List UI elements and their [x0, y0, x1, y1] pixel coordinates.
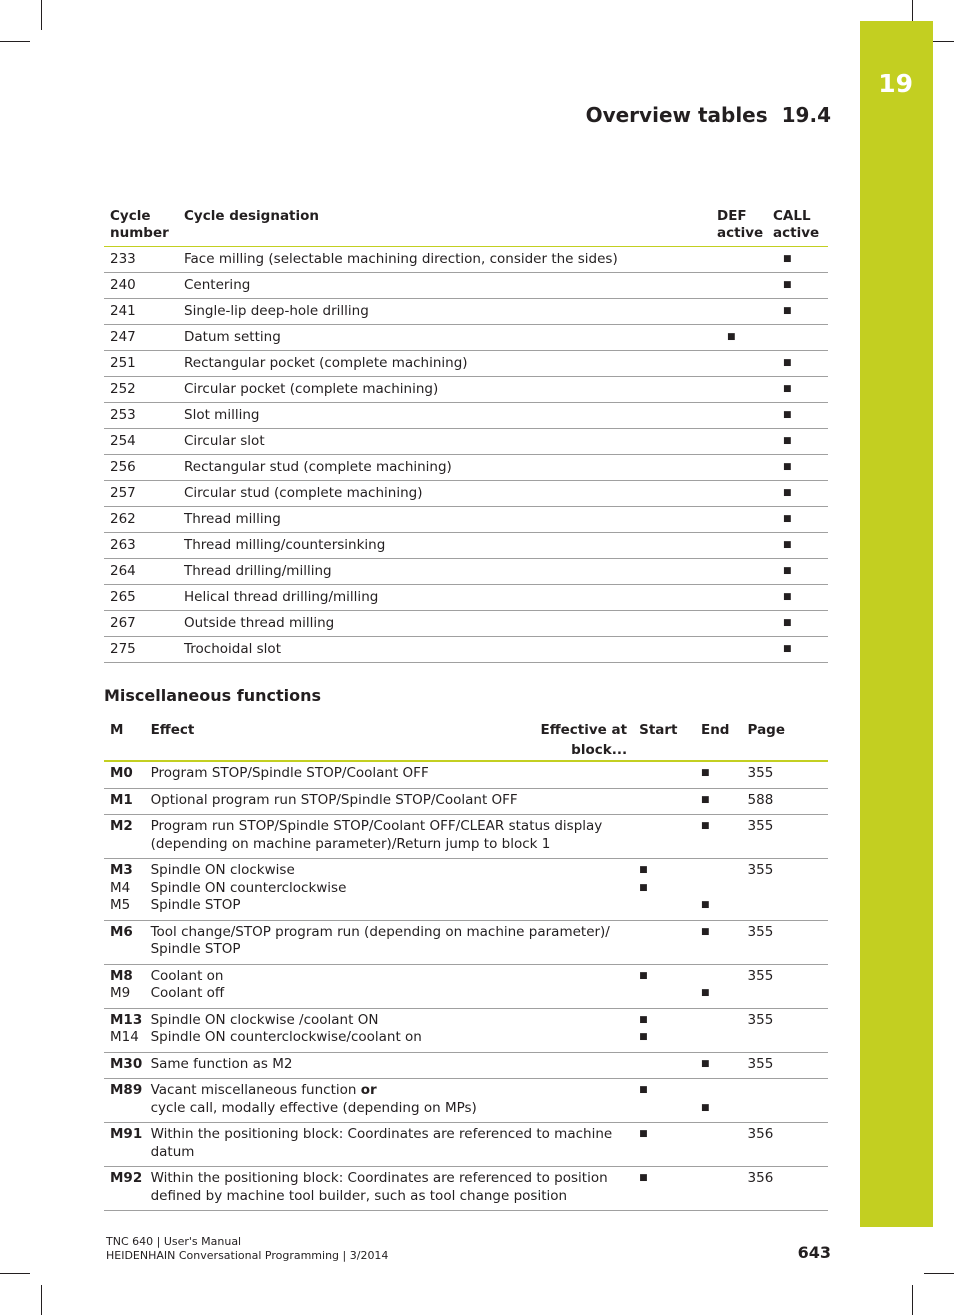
header-effective-at-block: Effective at block... — [513, 720, 632, 761]
cycle-number: 267 — [104, 611, 184, 637]
start-mark — [631, 1052, 701, 1079]
m-code — [104, 1008, 151, 1052]
def-active-mark — [717, 403, 773, 429]
cycle-number: 262 — [104, 507, 184, 533]
start-mark-line: ■ — [639, 1032, 648, 1042]
cycle-designation: Outside thread milling — [184, 611, 717, 637]
m-code-line: M30 — [110, 1055, 143, 1072]
end-mark-line: ■ — [700, 1102, 710, 1113]
effect-line: Spindle ON counterclockwise — [150, 879, 347, 896]
def-active-mark — [717, 611, 773, 637]
end-mark — [701, 788, 748, 815]
page-ref: 355 — [748, 761, 828, 788]
end-mark-line: ■ — [700, 900, 710, 910]
effect-line: Optional program run STOP/Spindle STOP/Coolant OFF — [150, 791, 518, 808]
page-ref: 355 — [748, 920, 828, 964]
start-mark — [631, 1167, 701, 1211]
cycle-designation: Trochoidal slot — [184, 637, 717, 663]
def-active-mark — [717, 429, 773, 455]
def-active-mark — [717, 351, 773, 377]
cycle-designation: Thread milling — [184, 507, 717, 533]
effect-line — [151, 1082, 632, 1100]
effect — [151, 788, 632, 815]
table-row — [104, 1052, 828, 1079]
crop-mark — [0, 41, 30, 42]
header-call-active: CALL active — [773, 208, 828, 247]
table-row — [104, 859, 828, 921]
effect-line: Spindle STOP — [150, 941, 241, 957]
end-mark — [701, 1052, 748, 1079]
end-mark-line: ■ — [700, 926, 710, 937]
end-mark-line — [701, 880, 748, 898]
m-code-line: M1 — [110, 791, 133, 808]
effect-line: Tool change/STOP program run (depending on machine parameter)/ — [150, 923, 610, 940]
m-code-line: M92 — [110, 1170, 143, 1186]
effect — [151, 920, 632, 964]
cycle-number: 251 — [104, 351, 184, 377]
effect-line: defined by machine tool builder, such as tool change position — [150, 1187, 568, 1204]
table-row — [104, 964, 828, 1008]
cycle-designation: Rectangular stud (complete machining) — [184, 455, 717, 481]
table-row — [104, 815, 828, 859]
m-code — [104, 859, 151, 921]
cycle-number: 256 — [104, 455, 184, 481]
m-code-line: M6 — [110, 923, 133, 940]
m-code — [104, 761, 151, 788]
call-active-mark: ■ — [773, 507, 828, 533]
call-active-mark: ■ — [773, 377, 828, 403]
table-row — [104, 585, 828, 611]
table-row — [104, 481, 828, 507]
call-active-mark: ■ — [773, 299, 828, 325]
end-mark-line — [701, 1012, 748, 1030]
effect — [151, 1008, 632, 1052]
cycle-designation: Face milling (selectable machining direction, consider the sides) — [184, 247, 717, 273]
section-title: Overview tables — [585, 103, 768, 127]
table-row — [104, 559, 828, 585]
crop-mark — [41, 1285, 42, 1315]
start-mark-line — [639, 985, 701, 1003]
m-code-line: M3 — [110, 862, 133, 878]
cycle-number: 254 — [104, 429, 184, 455]
cycle-designation: Circular stud (complete machining) — [184, 481, 717, 507]
m-code — [104, 815, 151, 859]
cycle-number: 240 — [104, 273, 184, 299]
effect — [151, 815, 632, 859]
m-code-line: M4 — [110, 879, 131, 896]
start-mark — [631, 1123, 701, 1167]
effect-line: Same function as M2 — [150, 1055, 293, 1072]
cycle-designation: Slot milling — [184, 403, 717, 429]
effect — [151, 964, 632, 1008]
end-mark — [701, 1123, 748, 1167]
cycle-number: 252 — [104, 377, 184, 403]
def-active-mark — [717, 455, 773, 481]
end-mark-line — [701, 1082, 748, 1100]
def-active-mark — [717, 273, 773, 299]
effect-line: (depending on machine parameter)/Return jump to block 1 — [150, 835, 551, 852]
effect-line: Program run STOP/Spindle STOP/Coolant OFF/CLEAR status display — [150, 818, 603, 834]
cycle-number: 265 — [104, 585, 184, 611]
m-code — [104, 964, 151, 1008]
m-code — [104, 788, 151, 815]
page-ref: 356 — [748, 1167, 828, 1211]
table-row — [104, 299, 828, 325]
end-mark — [701, 1167, 748, 1211]
start-mark — [631, 920, 701, 964]
page-ref — [748, 1079, 828, 1123]
call-active-mark: ■ — [773, 559, 828, 585]
effect-line: Within the positioning block: Coordinates are referenced to machine — [150, 1126, 613, 1142]
effect-line: Coolant off — [150, 985, 225, 1001]
end-mark-line — [701, 862, 748, 880]
misc-header-row — [104, 720, 828, 761]
cycle-designation: Single-lip deep-hole drilling — [184, 299, 717, 325]
table-row — [104, 611, 828, 637]
m-code-line: M2 — [110, 818, 133, 834]
table-row — [104, 403, 828, 429]
effect — [151, 859, 632, 921]
cycle-number: 233 — [104, 247, 184, 273]
def-active-mark — [717, 377, 773, 403]
cycle-designation: Helical thread drilling/milling — [184, 585, 717, 611]
start-mark-line — [639, 924, 701, 942]
misc-functions-title: Miscellaneous functions — [104, 686, 322, 705]
crop-mark — [41, 0, 42, 30]
call-active-mark: ■ — [773, 351, 828, 377]
start-mark-line — [639, 897, 701, 915]
start-mark-line: ■ — [639, 882, 648, 893]
crop-mark — [912, 1285, 913, 1315]
table-row — [104, 788, 828, 815]
m-code — [104, 1079, 151, 1123]
def-active-mark — [717, 299, 773, 325]
page-ref: 356 — [748, 1123, 828, 1167]
header-cycle-number: Cycle number — [104, 208, 184, 247]
table-row — [104, 1008, 828, 1052]
cycle-number: 264 — [104, 559, 184, 585]
cycle-number: 275 — [104, 637, 184, 663]
header-page: Page — [748, 720, 828, 761]
m-code — [104, 1167, 151, 1211]
page-ref: 355 — [748, 1008, 828, 1052]
cycle-designation: Rectangular pocket (complete machining) — [184, 351, 717, 377]
page-number: 643 — [797, 1243, 831, 1262]
start-mark-line — [639, 1100, 701, 1118]
start-mark-line — [639, 1056, 701, 1074]
footer-line-2: HEIDENHAIN Conversational Programming | 3/2014 — [106, 1249, 389, 1262]
page-ref: 355 — [748, 815, 828, 859]
table-row — [104, 351, 828, 377]
start-mark — [631, 761, 701, 788]
call-active-mark — [773, 325, 828, 351]
table-row — [104, 455, 828, 481]
table-row — [104, 1079, 828, 1123]
effect-line: Spindle ON clockwise /coolant ON — [150, 1011, 379, 1028]
page-ref: 355 — [748, 859, 828, 921]
effect-line: Within the positioning block: Coordinates are referenced to position — [150, 1170, 608, 1186]
effect — [151, 1079, 632, 1123]
def-active-mark — [717, 637, 773, 663]
table-row — [104, 507, 828, 533]
cycle-number: 253 — [104, 403, 184, 429]
def-active-mark — [717, 247, 773, 273]
cycle-designation: Datum setting — [184, 325, 717, 351]
effect-line: Spindle STOP — [150, 897, 241, 913]
end-mark — [701, 761, 748, 788]
cycle-number: 263 — [104, 533, 184, 559]
start-mark-line: ■ — [639, 970, 648, 981]
effect — [151, 1123, 632, 1167]
end-mark-line: ■ — [700, 1058, 710, 1069]
end-mark-line: ■ — [700, 768, 710, 778]
cycle-designation: Thread drilling/milling — [184, 559, 717, 585]
end-mark-line — [701, 1170, 748, 1188]
end-mark-line: ■ — [700, 988, 710, 998]
end-mark — [701, 815, 748, 859]
table-row — [104, 247, 828, 273]
cycles-header-row — [104, 208, 828, 247]
header-cycle-designation: Cycle designation — [184, 208, 717, 247]
call-active-mark: ■ — [773, 533, 828, 559]
table-row — [104, 920, 828, 964]
call-active-mark: ■ — [773, 455, 828, 481]
table-row — [104, 1123, 828, 1167]
def-active-mark — [717, 585, 773, 611]
def-active-mark — [717, 533, 773, 559]
effect — [151, 1052, 632, 1079]
cycle-designation: Centering — [184, 273, 717, 299]
table-row — [104, 533, 828, 559]
start-mark-line — [639, 792, 701, 810]
call-active-mark: ■ — [773, 273, 828, 299]
cycle-number: 257 — [104, 481, 184, 507]
m-code — [104, 920, 151, 964]
effect-line: Spindle ON counterclockwise/coolant on — [150, 1029, 422, 1045]
header-m: M — [104, 720, 151, 761]
start-mark — [631, 815, 701, 859]
cycle-number: 241 — [104, 299, 184, 325]
m-code-line: M89 — [110, 1082, 143, 1098]
m-code-line: M5 — [110, 897, 131, 913]
table-row — [104, 637, 828, 663]
start-mark — [631, 1008, 701, 1052]
start-mark — [631, 788, 701, 815]
end-mark — [701, 964, 748, 1008]
call-active-mark: ■ — [773, 429, 828, 455]
cycle-number: 247 — [104, 325, 184, 351]
end-mark-line — [701, 968, 748, 986]
crop-mark — [0, 1273, 30, 1274]
page-ref: 355 — [748, 1052, 828, 1079]
table-row — [104, 325, 828, 351]
footer-line-1: TNC 640 | User's Manual — [106, 1235, 242, 1248]
call-active-mark: ■ — [773, 247, 828, 273]
m-code-line: M8 — [110, 967, 133, 984]
header-effect: Effect — [151, 720, 513, 761]
table-row — [104, 377, 828, 403]
start-mark — [631, 859, 701, 921]
m-code-line: M91 — [110, 1126, 143, 1142]
cycles-table — [104, 208, 828, 663]
misc-functions-table — [104, 720, 828, 1211]
header-end: End — [701, 720, 748, 761]
end-mark — [701, 1079, 748, 1123]
start-mark — [631, 1079, 701, 1123]
start-mark-line: ■ — [639, 1129, 648, 1139]
m-code — [104, 1052, 151, 1079]
table-row — [104, 273, 828, 299]
effect — [151, 1167, 632, 1211]
start-mark-line: ■ — [639, 865, 648, 875]
cycle-designation: Circular slot — [184, 429, 717, 455]
def-active-mark: ■ — [717, 325, 773, 351]
def-active-mark — [717, 559, 773, 585]
end-mark — [701, 1008, 748, 1052]
start-mark-line: ■ — [639, 1173, 648, 1183]
start-mark-line: ■ — [639, 1085, 648, 1095]
call-active-mark: ■ — [773, 403, 828, 429]
end-mark-line — [701, 1126, 748, 1144]
start-mark-line — [639, 818, 701, 836]
crop-mark — [924, 1273, 954, 1274]
effect-text: Vacant miscellaneous function — [150, 1082, 361, 1098]
end-mark-line: ■ — [700, 794, 710, 805]
effect — [151, 761, 632, 788]
effect-line: cycle call, modally effective (depending on MPs) — [150, 1099, 477, 1116]
header-start: Start — [631, 720, 701, 761]
end-mark — [701, 920, 748, 964]
effect-line: Coolant on — [150, 967, 224, 984]
end-mark — [701, 859, 748, 921]
def-active-mark — [717, 507, 773, 533]
chapter-tab — [860, 21, 933, 1227]
end-mark-line — [701, 1029, 748, 1047]
m-code — [104, 1123, 151, 1167]
table-row — [104, 1167, 828, 1211]
call-active-mark: ■ — [773, 637, 828, 663]
effect-line: Spindle ON clockwise — [150, 862, 295, 878]
m-code-line: M9 — [110, 985, 131, 1001]
header-def-active: DEF active — [717, 208, 773, 247]
start-mark-line — [639, 765, 701, 783]
table-row — [104, 761, 828, 788]
end-mark-line: ■ — [700, 821, 710, 831]
section-number: 19.4 — [781, 103, 831, 127]
call-active-mark: ■ — [773, 481, 828, 507]
effect-line: Program STOP/Spindle STOP/Coolant OFF — [150, 765, 429, 781]
section-header — [586, 103, 831, 127]
page-ref: 355 — [748, 964, 828, 1008]
footer — [106, 1235, 388, 1263]
call-active-mark: ■ — [773, 611, 828, 637]
call-active-mark: ■ — [773, 585, 828, 611]
m-code-line: M0 — [110, 765, 133, 781]
effect-line: datum — [150, 1143, 195, 1160]
table-row — [104, 429, 828, 455]
effect-bold-text: or — [360, 1082, 377, 1098]
chapter-number: 19 — [878, 69, 913, 98]
cycle-designation: Thread milling/countersinking — [184, 533, 717, 559]
page-ref: 588 — [748, 788, 828, 815]
m-code-line: M13 — [110, 1011, 143, 1028]
cycle-designation: Circular pocket (complete machining) — [184, 377, 717, 403]
m-code-line: M14 — [110, 1029, 139, 1045]
start-mark — [631, 964, 701, 1008]
def-active-mark — [717, 481, 773, 507]
start-mark-line: ■ — [639, 1014, 648, 1025]
